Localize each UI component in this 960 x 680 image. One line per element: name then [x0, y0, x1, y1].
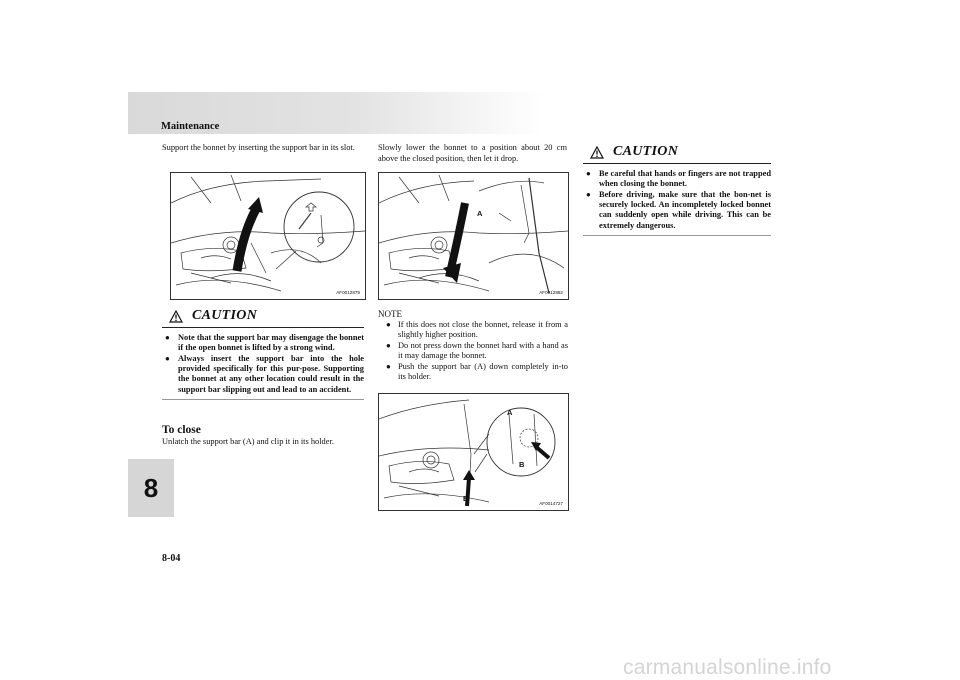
figure-support-bar-insert — [170, 172, 366, 300]
bullet-icon: ● — [386, 340, 391, 350]
note-item: ● If this does not close the bonnet, release it from a slightly higher position. — [386, 320, 568, 340]
figure-lower-bonnet — [378, 172, 569, 300]
caution-list — [162, 333, 364, 395]
to-close-text: Unlatch the support bar (A) and clip it in its holder. — [162, 437, 334, 446]
figure-label-b: B — [463, 494, 469, 503]
note-label: NOTE — [378, 309, 402, 319]
bullet-icon: ● — [165, 353, 170, 363]
caution-item: ● Be careful that hands or fingers are not trapped when closing the bonnet. — [586, 169, 771, 189]
figure-support-bar-holder — [378, 393, 569, 511]
bullet-icon: ● — [586, 189, 591, 199]
figure-code: AF0012882 — [539, 290, 563, 295]
chapter-number: 8 — [143, 472, 159, 503]
caution-header — [583, 143, 771, 164]
note-list — [386, 320, 568, 382]
caution-item: ● Note that the support bar may disengage the bonnet if the open bonnet is lifted by a strong wind. — [165, 333, 364, 353]
figure-code: AF0012879 — [336, 290, 360, 295]
figure-label-a: A — [507, 408, 513, 417]
chapter-tab — [128, 459, 174, 517]
figure-label-a: A — [477, 209, 483, 218]
caution-list — [583, 169, 771, 231]
note-item: ● Do not press down the bonnet hard with a hand as it may damage the bonnet. — [386, 340, 568, 361]
col2-intro: Slowly lower the bonnet to a position about 20 cm above the closed position, then let it drop. — [378, 143, 567, 163]
caution-item: ● Always insert the support bar into the hole provided specifically for this pur-pose. Supporting the bonnet at any other location could result in the support bar slipping out and lead to an accident. — [165, 353, 364, 394]
caution-box-closing — [583, 143, 771, 236]
figure-code: AF0014727 — [539, 501, 563, 506]
bullet-icon: ● — [386, 320, 391, 329]
bullet-icon: ● — [586, 169, 591, 178]
caution-title: CAUTION — [192, 308, 258, 323]
figure-label-b: B — [519, 460, 525, 469]
watermark: carmanualsonline.info — [623, 656, 832, 679]
page-number: 8-04 — [162, 553, 181, 564]
note-item: ● Push the support bar (A) down completely in-to its holder. — [386, 361, 568, 382]
section-title: Maintenance — [161, 121, 220, 132]
to-close-heading: To close — [162, 424, 201, 436]
caution-header — [162, 307, 364, 328]
caution-item: ● Before driving, make sure that the bon-net is securely locked. An incompletely locked bonnet can suddenly open while driving. This can be extremely dangerous. — [586, 189, 771, 230]
warning-triangle-icon — [169, 310, 183, 323]
bullet-icon: ● — [386, 361, 391, 371]
caution-box-support-bar — [162, 307, 364, 400]
warning-triangle-icon — [590, 146, 604, 159]
bullet-icon: ● — [165, 333, 170, 342]
col1-intro: Support the bonnet by inserting the support bar in its slot. — [162, 143, 355, 152]
caution-title: CAUTION — [613, 144, 679, 159]
